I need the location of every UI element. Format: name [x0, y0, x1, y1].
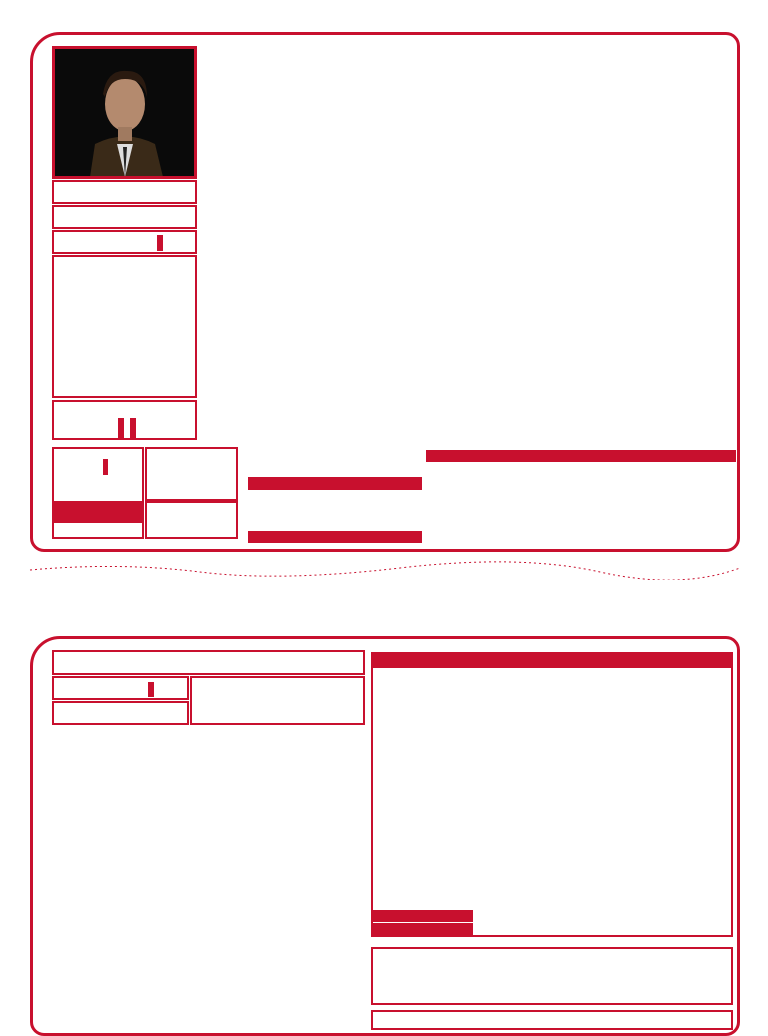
cash-label [373, 923, 473, 935]
weapons-header [426, 450, 736, 462]
name-box [52, 650, 365, 675]
gear-header [373, 654, 731, 668]
critical-injuries-box [145, 447, 238, 501]
tragic-box [207, 938, 365, 1028]
hp-divider [103, 459, 108, 475]
handle-box [52, 180, 197, 204]
armor-penalty-note [248, 531, 422, 543]
humanity-current-tag [118, 418, 124, 438]
rank-tag [157, 235, 163, 251]
character-portrait [55, 49, 195, 177]
humanity-max-tag [130, 418, 136, 438]
ip-box [52, 676, 189, 700]
role-box [52, 205, 197, 229]
health-box [52, 447, 144, 539]
humanity-box [52, 400, 197, 440]
rep-events-box [190, 676, 365, 725]
torn-divider [0, 560, 768, 580]
fashion-box [371, 947, 733, 1005]
notes-box [52, 255, 197, 398]
ip-tag [148, 682, 154, 697]
armor-box [248, 477, 422, 545]
addictions-box [145, 501, 238, 539]
ability-box [52, 230, 197, 254]
friends-box [52, 938, 205, 1028]
gear-box [371, 652, 733, 937]
portrait-box [52, 46, 197, 179]
wound-penalty-note [54, 501, 142, 523]
housing-box [371, 1010, 733, 1030]
armor-header [248, 477, 422, 490]
weapons-box [426, 450, 736, 494]
reputation-box [52, 701, 189, 725]
ammunition-label [373, 910, 473, 922]
